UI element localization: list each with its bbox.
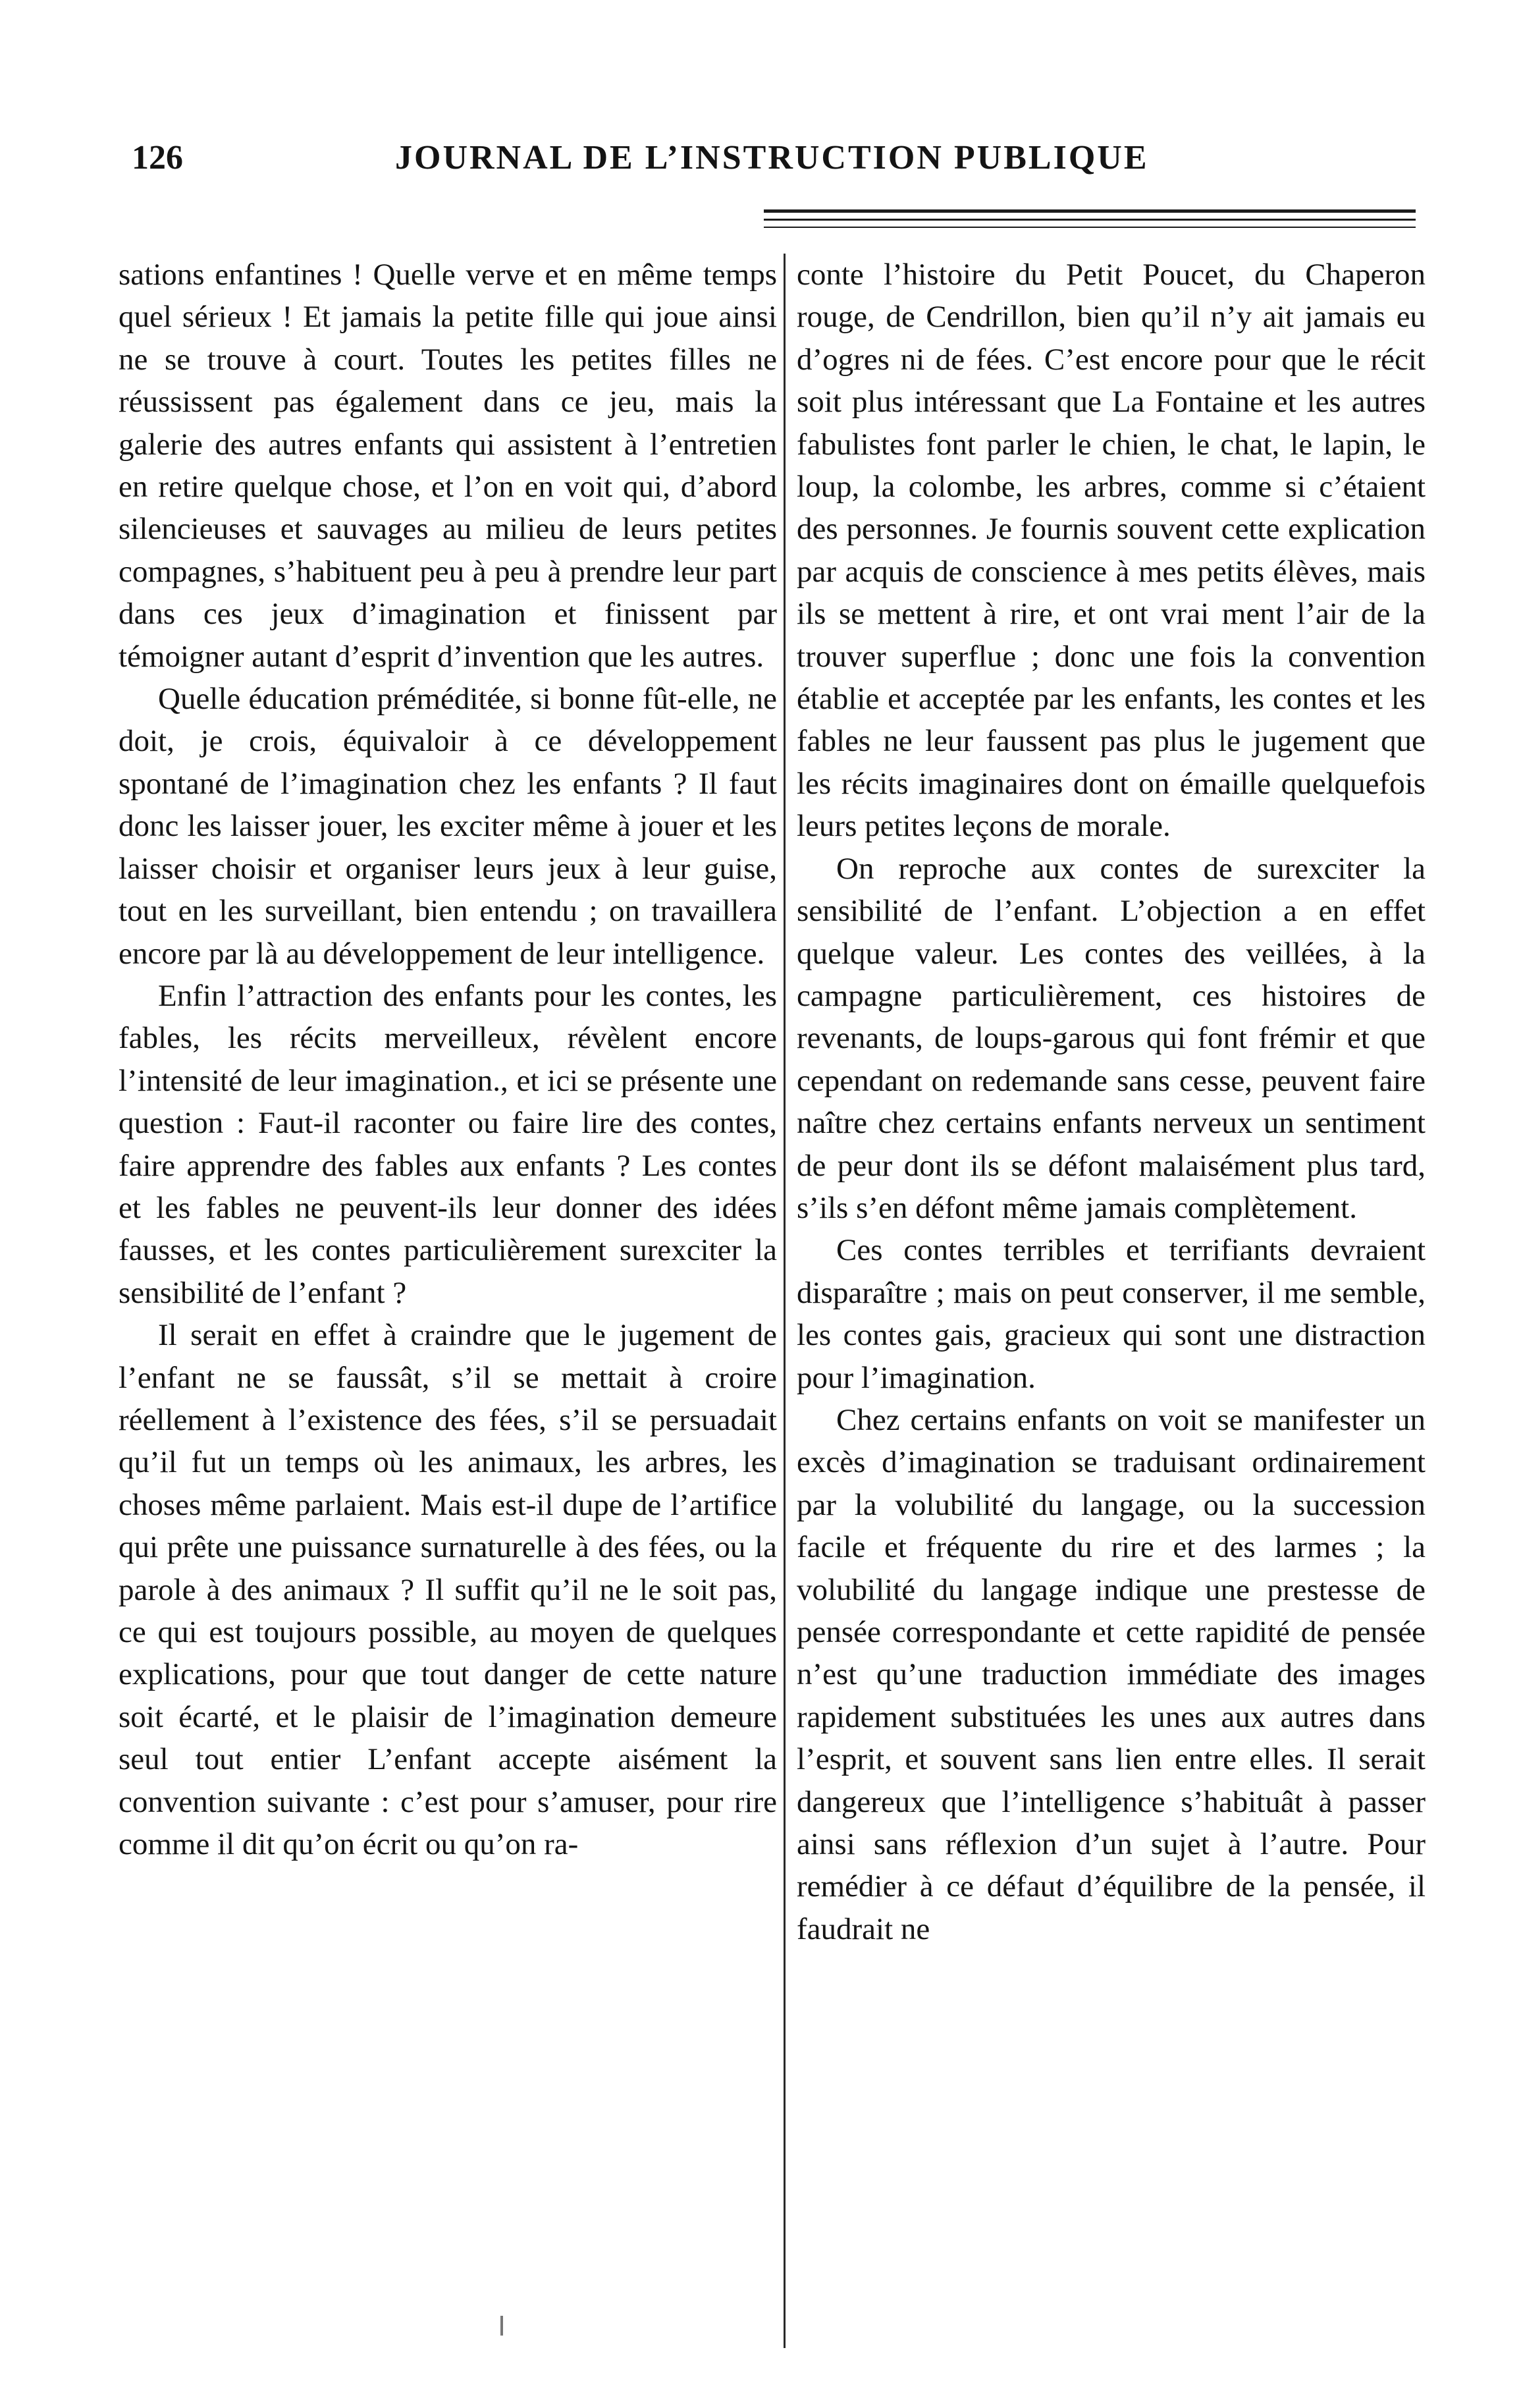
- page-number: 126: [132, 139, 183, 177]
- left-column: [119, 254, 777, 2335]
- paragraph: conte l’histoire du Petit Poucet, du Chaperon rouge, de Cendrillon, bien qu’il n’y ait jamais eu d’ogres ni de fées. C’est encore pour que le récit soit plus intéressant que La Fontaine et les autres fabulistes font parler le chien, le chat, le lapin, le loup, la colombe, les arbres, comme si c’étaient des personnes. Je fournis souvent cette explication par acquis de conscience à mes petits élèves, mais ils se mettent à rire, et ont vrai ment l’air de la trouver superflue ; donc une fois la convention établie et acceptée par les enfants, les contes et les fables ne leur faussent pas plus le jugement que les récits imaginaires dont on émaille quelquefois leurs petites leçons de morale.: [797, 258, 1426, 844]
- paragraph: Il serait en effet à craindre que le jugement de l’enfant ne se faussât, s’il se mettait à croire réellement à l’existence des fées, s’il se persuadait qu’il fut un temps où les animaux, les arbres, les choses même parlaient. Mais est-il dupe de l’artifice qui prête une puissance surnaturelle à des fées, ou la parole à des animaux ? Il suffit qu’il ne le soit pas, ce qui est toujours possible, au moyen de quelques explications, pour que tout danger de cette nature soit écarté, et le plaisir de l’imagination demeure seul tout entier L’enfant accepte aisément la convention suivante : c’est pour s’amuser, pour rire comme il dit qu’on écrit ou qu’on ra-: [119, 1318, 777, 1862]
- header-rule: [764, 209, 1416, 213]
- running-head: JOURNAL DE L’INSTRUCTION PUBLIQUE: [395, 139, 1149, 177]
- header-rule: [764, 227, 1416, 228]
- header-rule: [764, 219, 1416, 221]
- right-column: [797, 254, 1426, 2335]
- paragraph: Enfin l’attraction des enfants pour les contes, les fables, les récits merveilleux, révèlent encore l’intensité de leur imagination., et ici se présente une question : Faut-il raconter ou faire lire des contes, faire apprendre des fables aux enfants ? Les contes et les fables ne peuvent-ils leur donner des idées fausses, et les contes particulièrement surexciter la sensibilité de l’enfant ?: [119, 978, 777, 1310]
- paragraph: Chez certains enfants on voit se manifester un excès d’imagination se traduisant ordinairement par la volubilité du langage, ou la succession facile et fréquente du rire et des larmes ; la volubilité du langage indique une prestesse de pensée correspondante et cette rapidité de pensée n’est qu’une traduction immédiate des images rapidement substituées les unes aux autres dans l’esprit, et souvent sans lien entre elles. Il serait dangereux que l’intelligence s’habituât à passer ainsi sans réflexion d’un sujet à l’autre. Pour remédier à ce défaut d’équilibre de la pensée, il faudrait ne: [797, 1402, 1426, 1946]
- printer-mark: [500, 2316, 503, 2336]
- column-divider: [784, 254, 786, 2348]
- paragraph: On reproche aux contes de surexciter la sensibilité de l’enfant. L’objection a en effet quelque valeur. Les contes des veillées, à la campagne particulièrement, ces histoires de revenants, de loups-garous qui font frémir et que cependant on redemande sans cesse, peuvent faire naître chez certains enfants nerveux un sentiment de peur dont ils se défont malaisément plus tard, s’ils s’en défont même jamais complètement.: [797, 851, 1426, 1225]
- paragraph: Quelle éducation préméditée, si bonne fût-elle, ne doit, je crois, équivaloir à ce développement spontané de l’imagination chez les enfants ? Il faut donc les laisser jouer, les exciter même à jouer et les laisser choisir et organiser leurs jeux à leur guise, tout en les surveillant, bien entendu ; on travaillera encore par là au développement de leur intelligence.: [119, 682, 777, 971]
- paragraph: sations enfantines ! Quelle verve et en même temps quel sérieux ! Et jamais la petite fille qui joue ainsi ne se trouve à court. Toutes les petites filles ne réussissent pas également dans ce jeu, mais la galerie des autres enfants qui assistent à l’entretien en retire quelque chose, et l’on en voit qui, d’abord silencieuses et sauvages au milieu de leurs petites compagnes, s’habituent peu à peu à prendre leur part dans ces jeux d’imagination et finissent par témoigner autant d’esprit d’invention que les autres.: [119, 258, 777, 674]
- paragraph: Ces contes terribles et terrifiants devraient disparaître ; mais on peut conserver, il me semble, les contes gais, gracieux qui sont une distraction pour l’imagination.: [797, 1233, 1426, 1395]
